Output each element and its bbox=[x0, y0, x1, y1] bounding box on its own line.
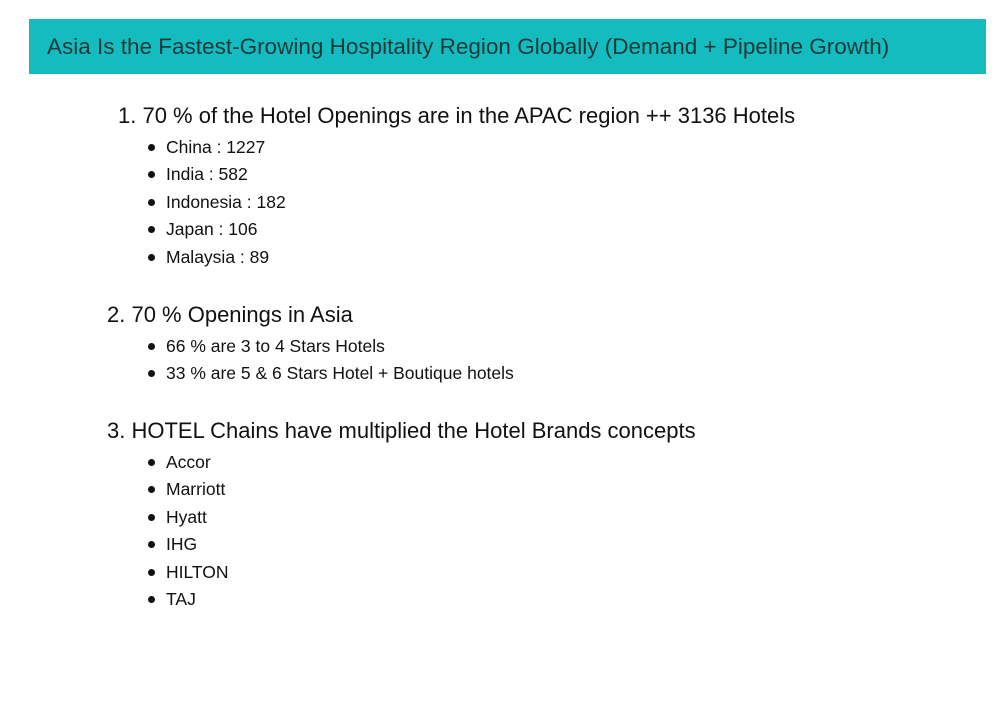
bullet-dot bbox=[148, 199, 155, 206]
section-heading-2: 2. 70 % Openings in Asia bbox=[107, 302, 353, 327]
list-item bbox=[148, 247, 286, 274]
list-item-text: Marriott bbox=[166, 479, 226, 500]
list-item bbox=[148, 164, 286, 191]
list-item bbox=[148, 336, 514, 363]
list-item-text: Indonesia : 182 bbox=[166, 191, 286, 212]
list-item bbox=[148, 219, 286, 246]
list-item-text: 66 % are 3 to 4 Stars Hotels bbox=[166, 336, 385, 356]
section-heading-3: 3. HOTEL Chains have multiplied the Hotel Brands concepts bbox=[107, 418, 696, 443]
list-item-text: Malaysia : 89 bbox=[166, 246, 270, 267]
list-item bbox=[148, 479, 229, 506]
list-item bbox=[148, 192, 286, 219]
bullet-list-3 bbox=[148, 452, 229, 616]
bullet-dot bbox=[148, 144, 155, 151]
list-item bbox=[148, 363, 514, 390]
page-title: Asia Is the Fastest-Growing Hospitality Region Globally (Demand + Pipeline Growth) bbox=[47, 33, 890, 59]
list-item-text: Accor bbox=[166, 452, 211, 472]
list-item-text: 33 % are 5 & 6 Stars Hotel + Boutique hotels bbox=[166, 363, 514, 384]
list-item-text: IHG bbox=[166, 534, 198, 555]
bullet-dot bbox=[148, 514, 155, 521]
list-item-text: India : 582 bbox=[166, 164, 248, 185]
bullet-list-1 bbox=[148, 137, 286, 274]
bullet-dot bbox=[148, 486, 155, 493]
bullet-dot bbox=[148, 541, 155, 548]
bullet-dot bbox=[148, 343, 155, 350]
section-heading-1: 1. 70 % of the Hotel Openings are in the APAC region ++ 3136 Hotels bbox=[118, 103, 796, 128]
list-item bbox=[148, 534, 229, 561]
list-item bbox=[148, 137, 286, 164]
title-banner bbox=[29, 19, 986, 74]
list-item-text: HILTON bbox=[166, 561, 229, 582]
list-item-text: Japan : 106 bbox=[166, 219, 258, 240]
bullet-list-2 bbox=[148, 336, 514, 391]
list-item-text: Hyatt bbox=[166, 506, 207, 527]
list-item bbox=[148, 507, 229, 534]
list-item-text: China : 1227 bbox=[166, 137, 266, 157]
bullet-dot bbox=[148, 596, 155, 603]
list-item bbox=[148, 562, 229, 589]
list-item bbox=[148, 589, 229, 616]
bullet-dot bbox=[148, 370, 155, 377]
bullet-dot bbox=[148, 569, 155, 576]
bullet-dot bbox=[148, 171, 155, 178]
list-item-text: TAJ bbox=[166, 588, 196, 609]
bullet-dot bbox=[148, 254, 155, 261]
list-item bbox=[148, 452, 229, 479]
bullet-dot bbox=[148, 459, 155, 466]
bullet-dot bbox=[148, 226, 155, 233]
